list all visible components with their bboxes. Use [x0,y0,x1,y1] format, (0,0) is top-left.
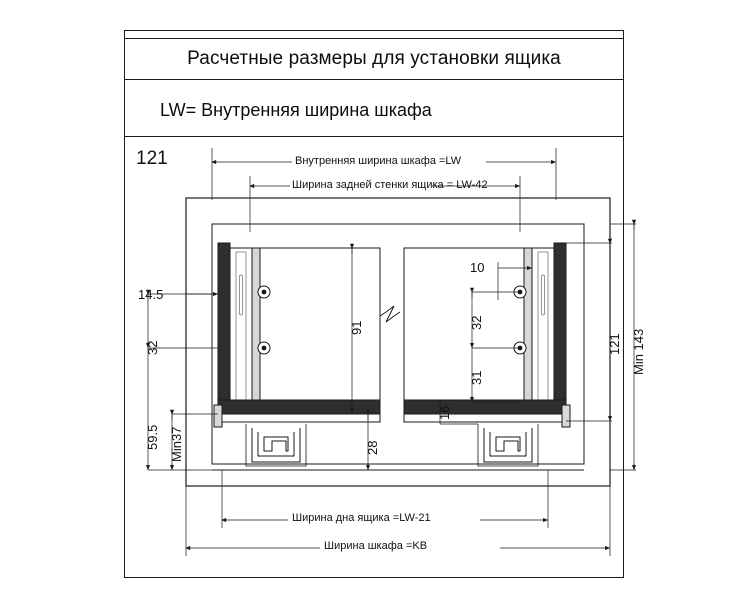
dim-14-5: 14.5 [138,287,164,302]
dim-drawer-bottom-width: Ширина дна ящика =LW-21 [292,512,431,524]
dim-left-32: 32 [145,340,160,355]
page-subtitle: LW= Внутренняя ширина шкафа [160,100,432,120]
dim-16: 16 [437,405,452,420]
dim-31: 31 [469,370,484,385]
dim-91: 91 [349,320,364,335]
dim-drawer-back-width: Ширина задней стенки ящика = LW-42 [292,179,488,191]
dim-121: 121 [607,333,622,355]
dim-59-5: 59.5 [145,424,160,450]
dim-min-143: Min 143 [631,328,646,375]
dim-cabinet-inner-width: Внутренняя ширина шкафа =LW [295,155,462,167]
dim-right-32: 32 [469,315,484,330]
page-title: Расчетные размеры для установки ящика [187,48,561,69]
dim-10: 10 [470,260,485,275]
dim-cabinet-width: Ширина шкафа =KB [324,540,428,552]
dim-min37: Min37 [169,426,184,462]
dim-28: 28 [365,440,380,455]
drawing-code: 121 [136,148,168,169]
